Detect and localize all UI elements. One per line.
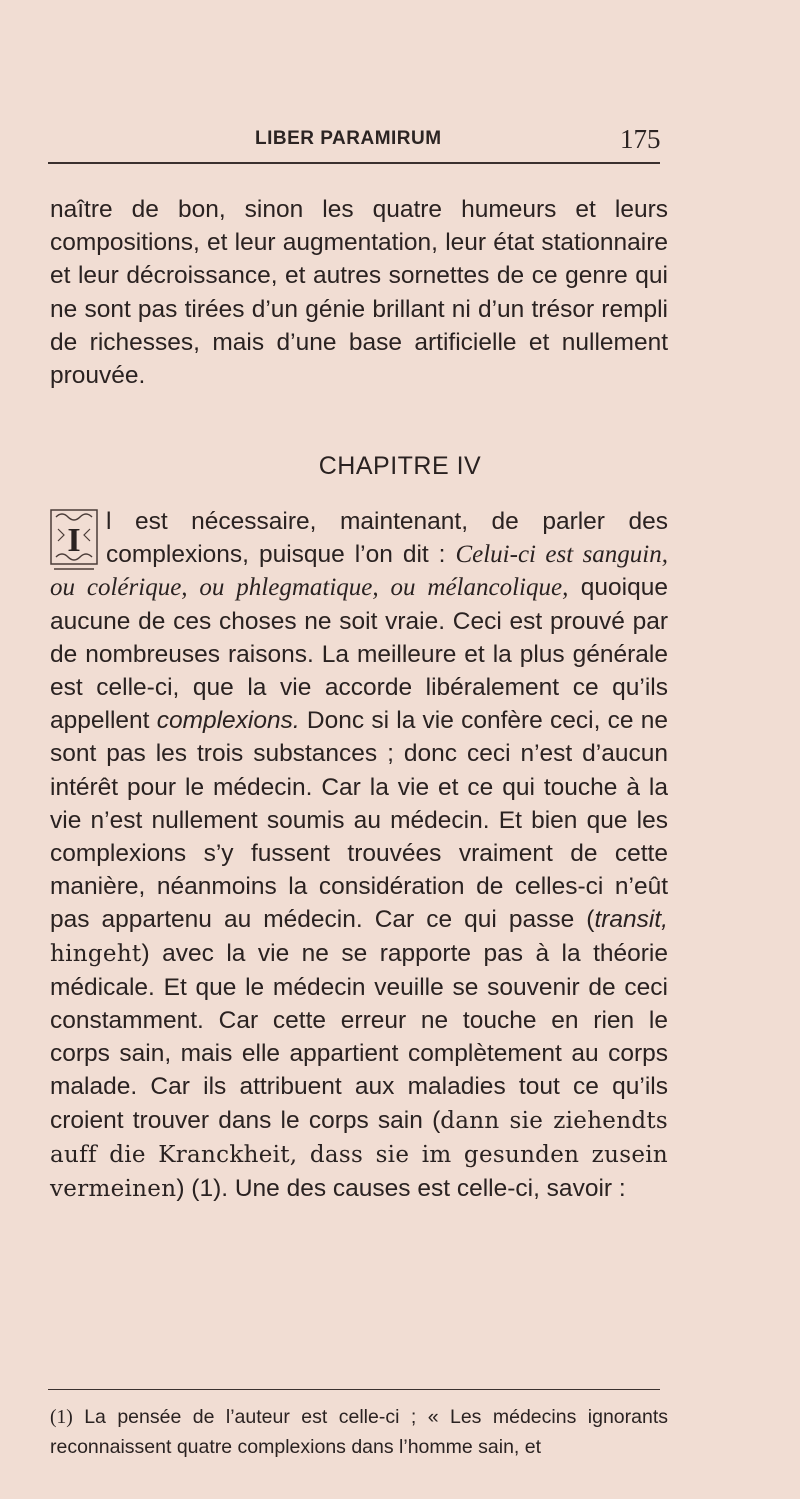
- page-number: 175: [620, 124, 661, 154]
- header-rule: [48, 162, 660, 164]
- italic-quote: Celui-ci est sanguin, ou colérique, ou phlegmatique, ou mélancolique,: [50, 541, 668, 602]
- text-segment: l est nécessaire, maintenant, de parler des complexions, puisque l’on dit :: [106, 508, 668, 569]
- paragraph-chapter-iv: [50, 505, 668, 1206]
- footnote-marker: (1): [50, 1407, 73, 1428]
- ornamental-dropcap: [50, 509, 98, 571]
- text-segment: Donc si la vie confère ceci, ce ne sont pas les trois substances ; donc ceci n’est d’aucun intérêt pour le médecin. Car la vie et ce qui touche à la vie n’est nullement soumis au médecin. Et bien que les complexions s’y fussent trouvées vraiment de cette manière, néanmoins la considération de celles-ci n’eût pas appartenu au médecin. Car ce qui passe (: [50, 707, 668, 934]
- footnote-rule: [48, 1389, 660, 1390]
- footnote-text: La pensée de l’auteur est celle-ci ; « Les médecins ignorants reconnaissent quatre complexions dans l’homme sain, et: [50, 1406, 668, 1458]
- dropcap-ornament: [50, 509, 98, 571]
- chapter-title: CHAPITRE IV: [318, 452, 482, 480]
- text-segment: quoique aucune de ces choses ne soit vraie. Ceci est prouvé par de nombreuses raisons. La meilleure et la plus générale est celle-ci, que la vie accorde libéralement ce qu’ils appellent: [50, 574, 668, 735]
- dropcap-letter: I: [67, 522, 81, 559]
- running-head: [0, 124, 800, 160]
- text-segment: ) avec la vie ne se rapporte pas à la théorie médicale. Et que le médecin veuille se souvenir de ceci constamment. Car cette erreur ne touche en rien le corps sain, mais elle appartient complètement au corps malade. Car ils attribuent aux maladies tout ce qu’ils croient trouver dans le corps sain (: [50, 939, 668, 1134]
- footnote: [50, 1403, 668, 1461]
- text-segment: ) (1). Une des causes est celle-ci, savoir :: [176, 1175, 626, 1203]
- paragraph-continuation: naître de bon, sinon les quatre humeurs et leurs compositions, et leur augmentation, leur état stationnaire et leur décroissance, et autres sornettes de ce genre qui ne sont pas tirées d’un génie brillant ni d’un trésor rempli de richesses, mais d’une base artificielle et nullement prouvée.: [50, 196, 668, 390]
- running-title: LIBER PARAMIRUM: [255, 128, 442, 149]
- german-quotation: dann sie ziehendts auff die Kranckheit, dass sie im gesunden zusein vermeinen: [50, 1107, 668, 1203]
- italic-term: complexions.: [156, 707, 300, 735]
- german-gloss: hingeht: [50, 940, 142, 967]
- italic-latin-term: transit,: [594, 906, 668, 934]
